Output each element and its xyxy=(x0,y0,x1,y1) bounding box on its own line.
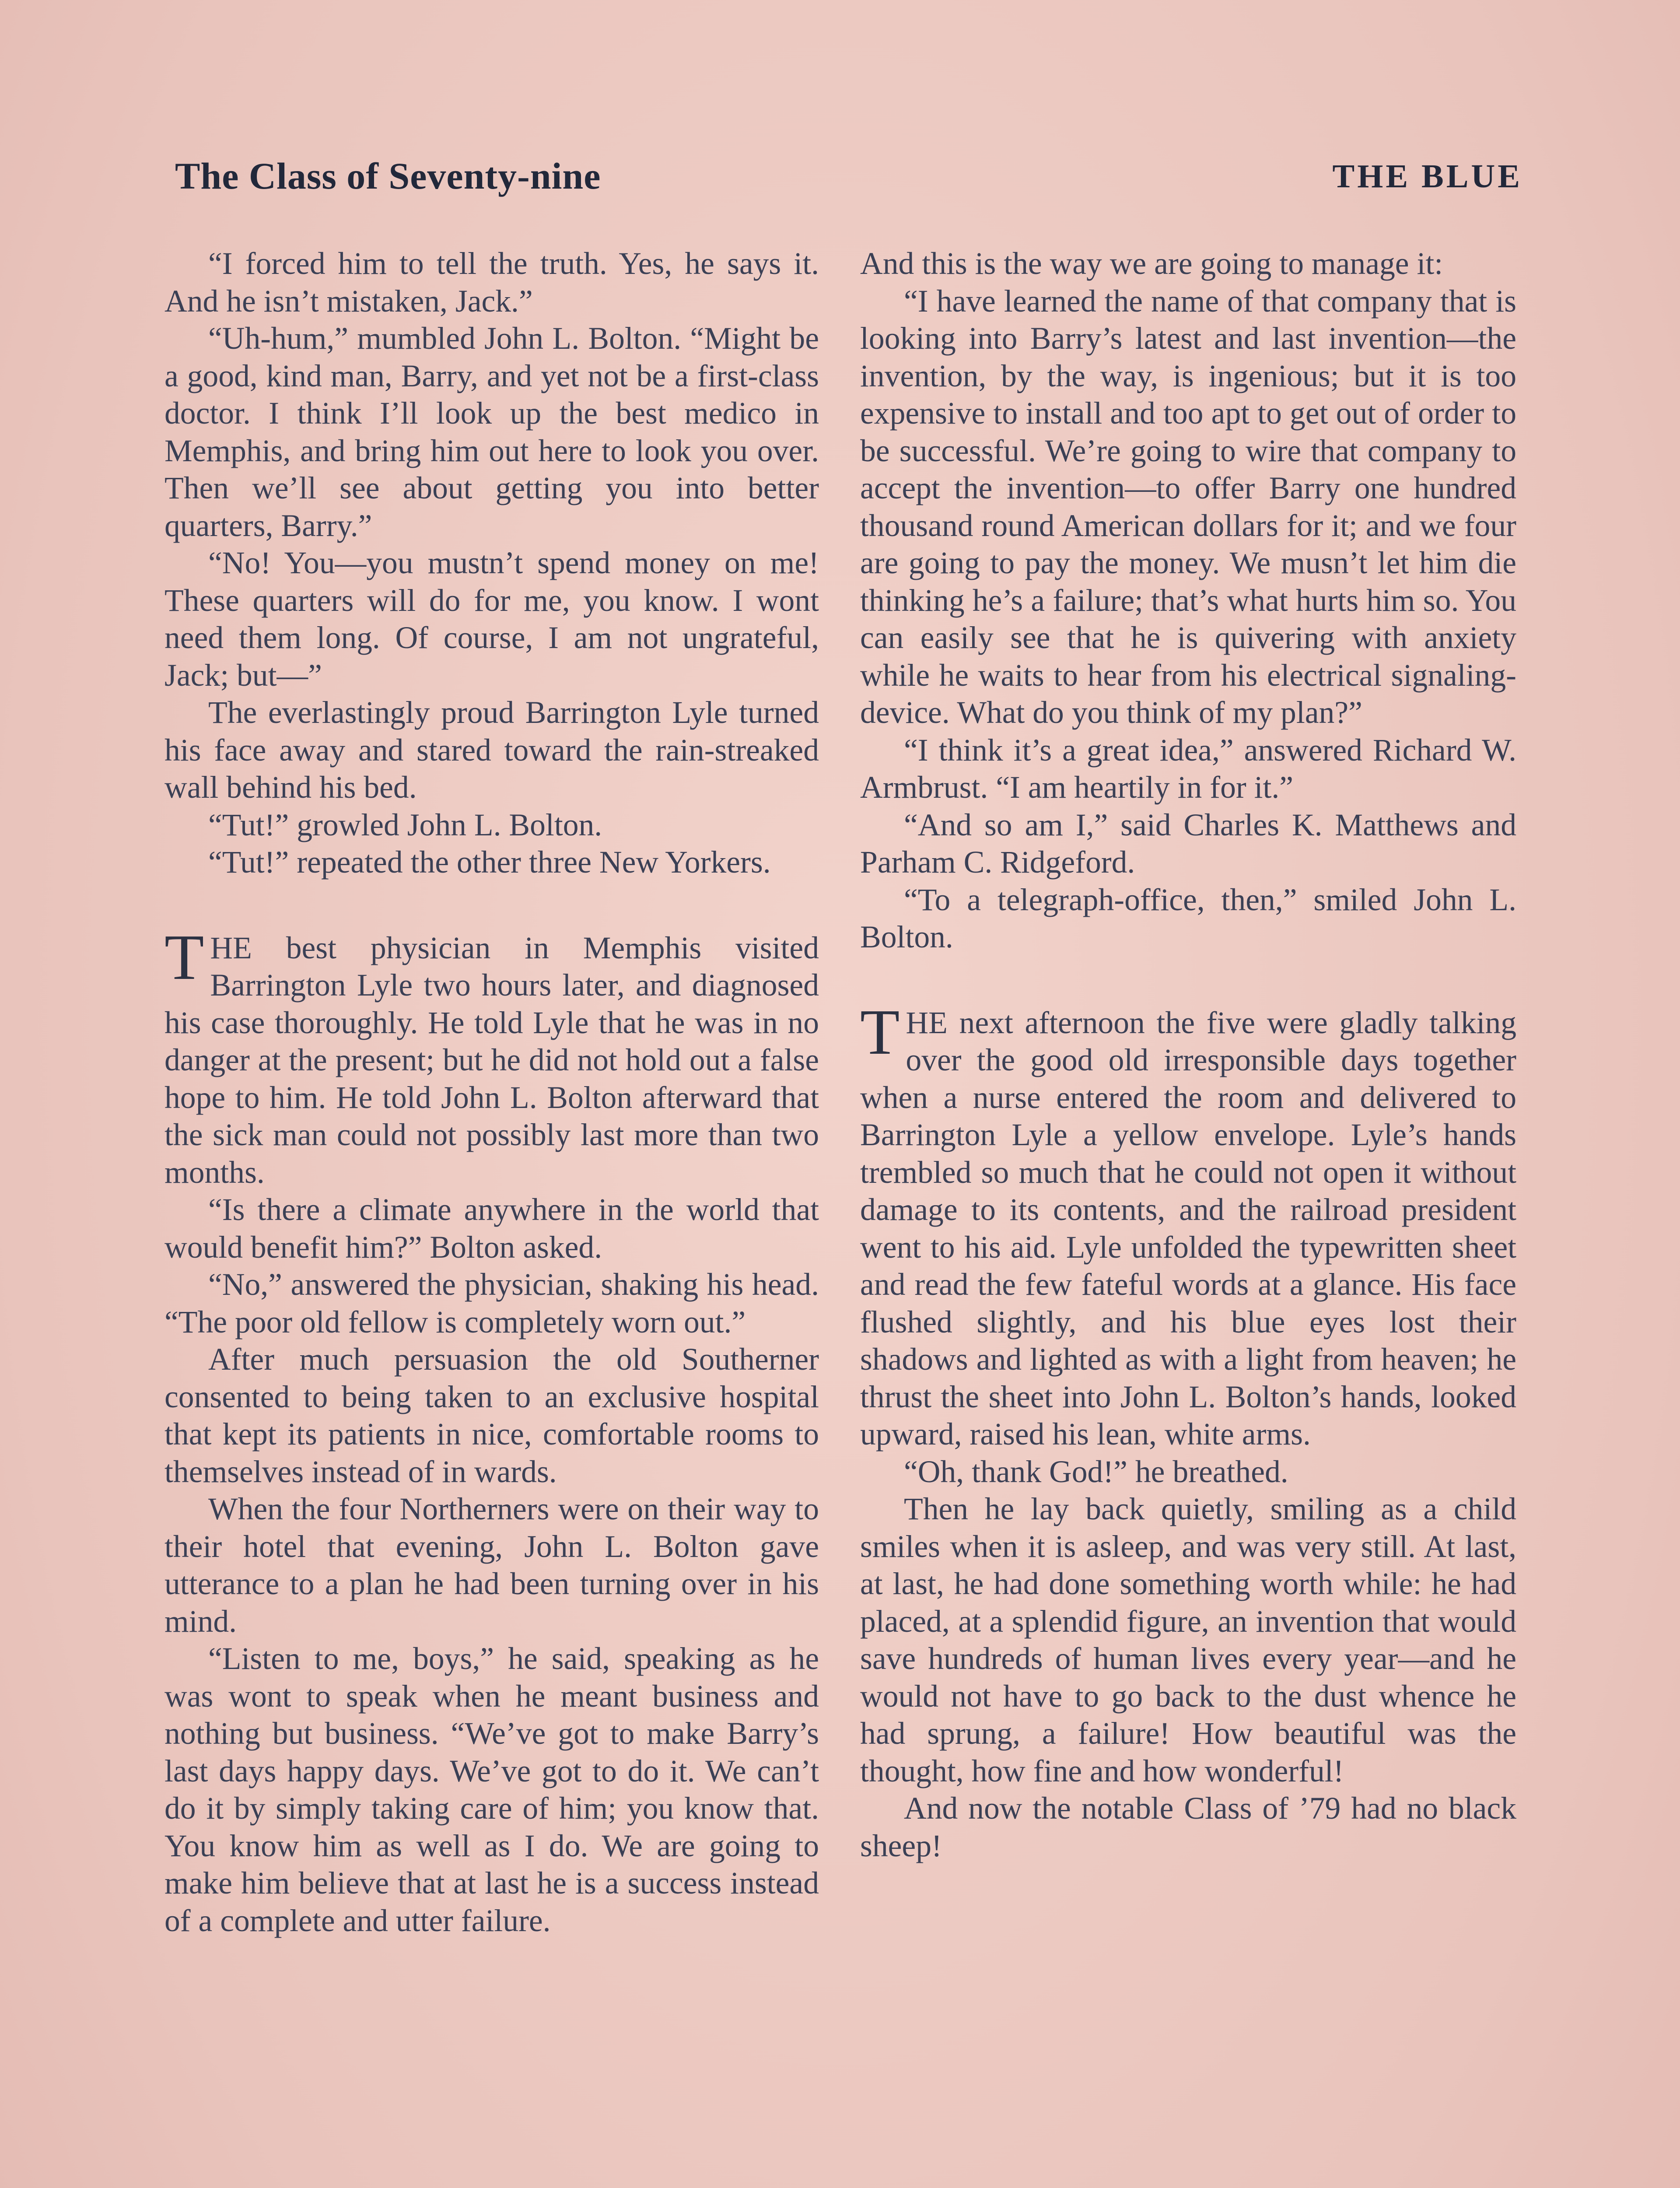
paragraph xyxy=(164,921,819,1192)
paragraph-text: “Tut!” repeated the other three New Yorkers. xyxy=(208,845,771,880)
paragraph-text: “Tut!” growled John L. Bolton. xyxy=(208,807,602,842)
paragraph-text: And now the notable Class of ’79 had no black sheep! xyxy=(860,1791,1516,1863)
paragraph xyxy=(164,1191,819,1266)
paragraph xyxy=(164,694,819,806)
paragraph-text: “And so am I,” said Charles K. Matthews and Parham C. Ridgeford. xyxy=(860,807,1516,880)
paragraph xyxy=(860,996,1516,1453)
paragraph xyxy=(860,806,1516,881)
paragraph xyxy=(860,1790,1516,1865)
paragraph xyxy=(860,732,1516,806)
paragraph-text: And this is the way we are going to manage it: xyxy=(860,246,1443,281)
paragraph-text: HE next afternoon the five were gladly talking over the good old irresponsible days together when a nurse entered the room and delivered to Barrington Lyle a yellow envelope. Lyle’s hands trembled so much that he could not open it without damage to its contents, and the railroad president went to his aid. Lyle unfolded the typewritten sheet and read the few fateful words at a glance. His face flushed slightly, and his blue eyes lost their shadows and lighted as with a light from heaven; he thrust the sheet into John L. Bolton’s hands, looked upward, raised his lean, white arms. xyxy=(860,1005,1516,1452)
paragraph-text: “I forced him to tell the truth. Yes, he says it. And he isn’t mistaken, Jack.” xyxy=(164,246,819,319)
paragraph xyxy=(164,1640,819,1939)
paragraph xyxy=(860,1453,1516,1491)
paragraph-text: “To a telegraph-office, then,” smiled John L. Bolton. xyxy=(860,882,1516,954)
paragraph-text: Then he lay back quietly, smiling as a child smiles when it is asleep, and was very still. At last, at last, he had done something worth while: he had placed, at a splendid figure, an invention that would save hundreds of human lives every year—and he would not have to go back to the dust whence he had sprung, a failure! How beautiful was the thought, how fine and how wonderful! xyxy=(860,1492,1516,1788)
paragraph xyxy=(164,544,819,694)
paragraph-text: “Listen to me, boys,” he said, speaking as he was wont to speak when he meant business and nothing but business. “We’ve got to make Barry’s last days happy days. We’ve got to do it. We can’t do it by simply taking care of him; you know that. You know him as well as I do. We are going to make him believe that at last he is a success instead of a complete and utter failure. xyxy=(164,1641,819,1938)
paragraph-text: HE best physician in Memphis visited Barrington Lyle two hours later, and diagnosed his case thoroughly. He told Lyle that he was in no danger at the present; but he did not hold out a false hope to him. He told John L. Bolton afterward that the sick man could not possibly last more than two months. xyxy=(164,930,819,1190)
paragraph xyxy=(860,245,1516,283)
paragraph xyxy=(164,1341,819,1490)
drop-cap: T xyxy=(860,996,900,1068)
paragraph-text: The everlastingly proud Barrington Lyle turned his face away and stared toward the rain-streaked wall behind his bed. xyxy=(164,695,819,805)
paragraph xyxy=(164,245,819,320)
paragraph-text: “I have learned the name of that company that is looking into Barry’s latest and last invention—the invention, by the way, is ingenious; but it is too expensive to install and too apt to get out of order to be successful. We’re going to wire that company to accept the invention—to offer Barry one hundred thousand round American dollars for it; and we four are going to pay the money. We musn’t let him die thinking he’s a failure; that’s what hurts him so. You can easily see that he is quivering with anxiety while he waits to hear from his electrical signaling-device. What do you think of my plan?” xyxy=(860,284,1516,730)
magazine-title: THE BLUE xyxy=(1332,158,1522,195)
paragraph xyxy=(860,881,1516,956)
paragraph-text: “Is there a climate anywhere in the world that would benefit him?” Bolton asked. xyxy=(164,1192,819,1265)
paragraph-text: “Uh-hum,” mumbled John L. Bolton. “Might be a good, kind man, Barry, and yet not be a first-class doctor. I think I’ll look up the best medico in Memphis, and bring him out here to look you over. Then we’ll see about getting you into better quarters, Barry.” xyxy=(164,321,819,543)
paragraph-text: When the four Northerners were on their way to their hotel that evening, John L. Bolton gave utterance to a plan he had been turning over in his mind. xyxy=(164,1492,819,1639)
paragraph xyxy=(164,1490,819,1640)
paragraph-text: “Oh, thank God!” he breathed. xyxy=(904,1454,1288,1489)
paragraph-text: “I think it’s a great idea,” answered Richard W. Armbrust. “I am heartily in for it.” xyxy=(860,733,1516,805)
left-column xyxy=(164,245,819,1939)
paragraph-text: “No,” answered the physician, shaking his head. “The poor old fellow is completely worn out.” xyxy=(164,1267,819,1339)
paragraph xyxy=(860,1490,1516,1790)
story-title: The Class of Seventy-nine xyxy=(175,155,601,197)
paragraph xyxy=(860,283,1516,732)
drop-cap: T xyxy=(164,921,204,993)
paragraph-text: After much persuasion the old Southerner consented to being taken to an exclusive hospital that kept its patients in nice, comfortable rooms to themselves instead of in wards. xyxy=(164,1342,819,1489)
paragraph xyxy=(164,320,819,544)
paragraph xyxy=(164,1266,819,1341)
paragraph-text: “No! You—you mustn’t spend money on me! These quarters will do for me, you know. I wont need them long. Of course, I am not ungrateful, Jack; but—” xyxy=(164,546,819,693)
paragraph xyxy=(164,844,819,881)
running-head xyxy=(175,154,1522,207)
paragraph xyxy=(164,806,819,844)
right-column xyxy=(860,245,1516,1865)
